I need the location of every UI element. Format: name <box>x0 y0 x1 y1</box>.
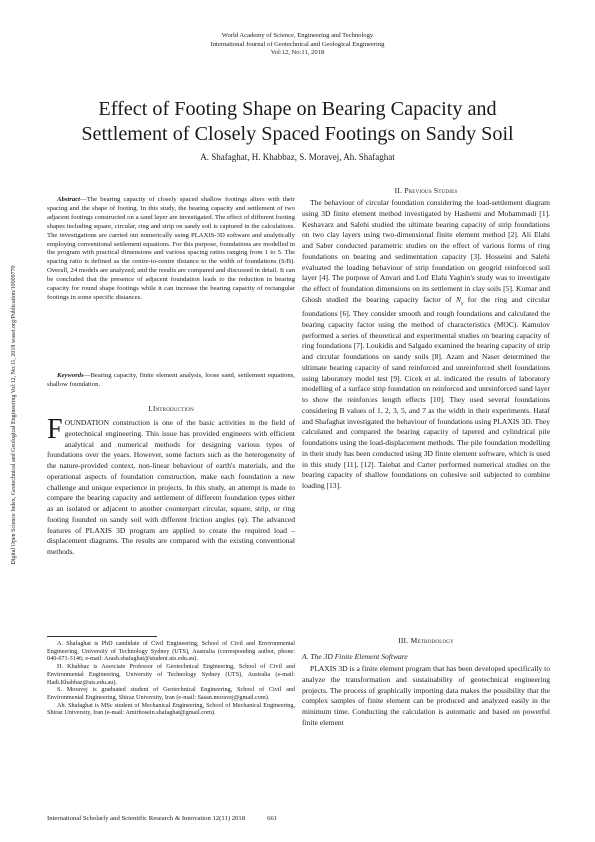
section-heading-previous-studies <box>302 186 550 195</box>
footnote-item: H. Khabbaz is Associate Professor of Geotechnical Engineering, School of Civil and Environmental Engineering, University of Technology Sydney (UTS), Australia (e-mail: Hadi.Khabbaz@uts.edu.au). <box>47 663 295 686</box>
title-line-1: Effect of Footing Shape on Bearing Capacity and <box>98 98 497 120</box>
previous-studies-body <box>302 198 550 492</box>
keywords-label: Keywords <box>57 372 84 379</box>
methodology-text: PLAXIS 3D is a finite element program that has been developed specifically to analyze the transformation and sustainability of geotechnical engineering projects. The process of graphically importing data makes the possibility that the complex samples of finite element can be produced and analyzed easily in the minimum time. Conducting the calculation is automatic and based on powerful finite element <box>302 664 550 727</box>
side-index-text <box>8 185 20 645</box>
keywords <box>47 372 295 390</box>
keywords-text: —Bearing capacity, finite element analysis, loose sand, settlement equations, shallow foundation. <box>47 372 295 388</box>
previous-heading-text: Previous Studies <box>404 186 458 195</box>
drop-cap: F <box>47 414 63 445</box>
page-number: 661 <box>267 815 278 822</box>
footer-journal: International Scholarly and Scientific Research & Innovation 12(11) 2018 <box>47 815 246 822</box>
abstract-text: —The bearing capacity of closely spaced shallow footings alters with their spacing and the shape of footing. In this study, the bearing capacity and settlement of two adjacent footings constructed on a sand layer are investigated. The effect of different footing shapes including square, circular, ring and strip on sandy soil is captured in the calculations. The investigations are carried out numerically using PLAXIS-3D software and analytically employing conventional settlement equations. For this purpose, foundations are modelled in the program with practical dimensions and various spacing ratios ranging from 1 to 5. The spacing ratio is defined as the centre-to-centre distance to the width of foundations (S/B). Overall, 24 models are analyzed; and the results are compared and discussed in detail. It can be concluded that the presence of adjacent foundation leads to the reduction in bearing capacity for round shape footings while it can increase the bearing capacity of rectangular footings in some specific distances. <box>47 196 295 301</box>
journal-header-line2: International Journal of Geotechnical and Geological Engineering <box>210 40 385 48</box>
side-index-label: Digital Open Science Index, Geotechnical and Geological Engineering Vol:12, No:11, 2018 waset.org/Publication/10009770 <box>11 265 17 565</box>
footnote-item: Ah. Shafaghat is MSc student of Mechanical Engineering, School of Mechanical Engineering, Shiraz University, Iran (e-mail: Amirhosein.shafaghat@gmail.com). <box>47 701 295 717</box>
previous-text-b: for the ring and circular foundations [6]. They consider smooth and rough foundations and calculated the bearing capacity factor using the method of characteristics (MOC). Kamulov performed a series of theoretical and experimental studies on bearing capacity of ring foundations [7]. Loukidis and Salgado examined the bearing capacity of strip and circular foundations on sandy soils [8]. Azam and Naser determined the ultimate bearing capacity of sand reinforced and unreinforced shell foundations using laboratory model test [9]. Cicek et al. indicated the results of laboratory modelling of a surface strip foundation on reinforced and unreinforced sand layer to show the reinforces length effects [10]. They used several foundations considering B values of 1, 2, 3, 5, and 7 as the width in their experiments. Hataf and Shafaghat investigated the behaviour of foundations using PLAXIS 3D. They calculated and compared the bearing capacity of tapered and cylindrical pile foundations using the load-displacement methods. The pile foundation modelling in their study has been conducted using 3D finite element software, which is used in this study [11], [12]. Taiebat and Carter performed numerical studies on the bearing capacity of shallow foundations on cohesive soil subjected to combine loading [13]. <box>302 294 550 490</box>
abstract-label: Abstract <box>57 196 81 203</box>
paper-title <box>30 97 565 146</box>
author-footnotes <box>47 640 295 717</box>
intro-heading-text: Introduction <box>152 404 194 413</box>
methodology-subheading-text: A. The 3D Finite Element Software <box>302 652 408 661</box>
intro-heading-num: I. <box>148 404 153 413</box>
methodology-heading-num: III. <box>398 636 409 645</box>
previous-heading-num: II. <box>394 186 403 195</box>
footnote-item: S. Moravej is graduated student of Geotechnical Engineering, School of Civil and Environmental Engineering, Shiraz University, Iran (e-mail: Sasan.moravej@gmail.com). <box>47 686 295 701</box>
footnote-item: A. Shafaghat is PhD candidate of Civil Engineering, School of Civil and Environmental Engineering, University of Technology Sydney (UTS), Australia (corresponding author, phone: 040-671-3146; e-mail: Arash.shafaghat@student.uts.edu.au). <box>47 640 295 663</box>
journal-header-line3: Vol:12, No:11, 2018 <box>270 49 325 57</box>
title-line-2: Settlement of Closely Spaced Footings on Sandy Soil <box>81 122 514 145</box>
methodology-subheading <box>302 652 550 663</box>
intro-text: construction is one of the basic activities in the field of geotechnical engineering. This issue has provided engineers with efficient analytical and numerical methods for designing various types of foundations over the years. However, some factors such as the heterogeneity of the nature-provided context, non-linear behaviour of earth's materials, and the operational aspects of foundation construction, make each foundation a new challenge and unique experience in projects. In this study, an attempt is made to compare the bearing capacity and settlement of different foundation types either as an isolated or adjacent to another counterpart circular, square, strip, or ring footing founded on sandy soil with different friction angles (φ). The advanced features of PLAXIS 3D program are applied to create the required load –displacement diagrams. The results are compared with the existing conventional methods. <box>47 418 295 556</box>
authors: A. Shafaghat, H. Khabbaz, S. Moravej, Ah. Shafaghat <box>200 152 395 162</box>
methodology-heading-text: Methodology <box>410 636 454 645</box>
previous-text-a: The behaviour of circular foundation considering the load-settlement diagram using 3D finite element method investigated by Hashemi and Mohammadi [1]. Keshavarz and Salehi studied the ultimate bearing capacity of strip foundations on two clay layers using two-dimensional finite element method [2]. Ali Elahi and Saber conducted parametric studies on the effect of various forms of ring foundations on bearing and sedimentation capacity [3]. Hosseini and Salehi evaluated the loading behaviour of strip foundation on geogrid reinforced soil layer [4]. The purpose of Anvari and Lotf Elahi Yaghin's study was to investigate the effect of foundation dimensions on its settlement in clay soils [5]. Kumar and Ghosh studied the bearing capacity factor of <box>302 198 550 304</box>
page-footer <box>47 815 277 822</box>
footnote-divider <box>47 636 157 637</box>
methodology-body <box>302 664 550 729</box>
section-heading-introduction <box>47 404 295 413</box>
section-heading-methodology <box>302 636 550 645</box>
abstract <box>47 196 295 303</box>
intro-first-word: OUNDATION <box>64 418 110 427</box>
journal-header-line1: World Academy of Science, Engineering and Technology <box>221 32 374 39</box>
introduction-body <box>47 414 295 558</box>
journal-header <box>0 32 595 58</box>
symbol-n-gamma: $N_\gamma$ <box>456 294 464 307</box>
